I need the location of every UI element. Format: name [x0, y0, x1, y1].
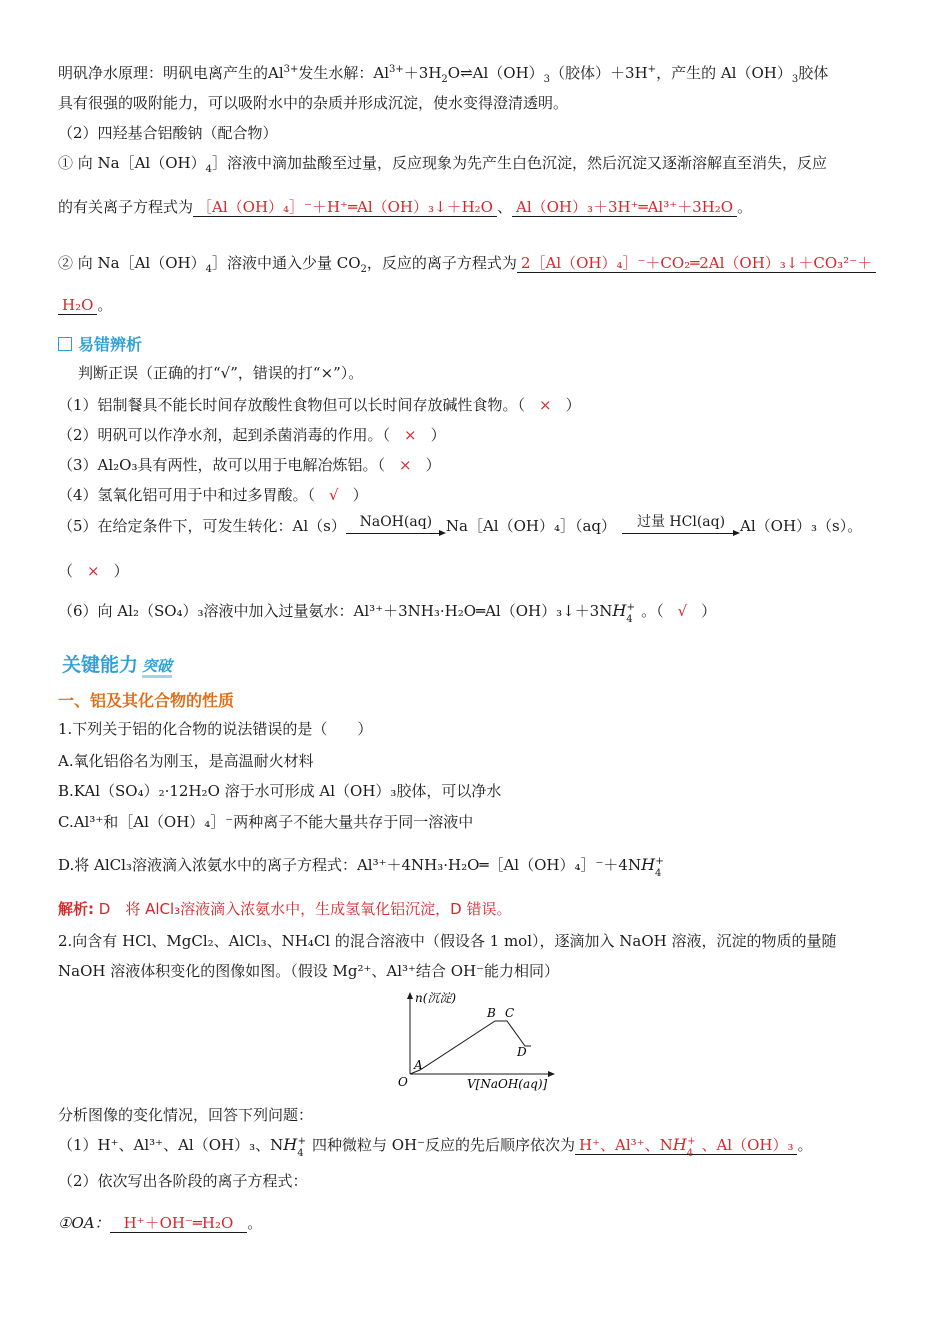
mistake-item-3: （3）Al₂O₃具有两性，故可以用于电解冶炼铝。（ × ） — [58, 456, 441, 474]
mistake-heading: 易错辨析 — [58, 332, 142, 355]
graph-point-d: D — [517, 1045, 527, 1059]
q1-option-c: C.Al³⁺和［Al（OH）₄］⁻两种离子不能大量共存于同一溶液中 — [58, 813, 474, 831]
item1-line1: ① 向 $Na[Al(OH)_4]$溶液中滴加盐酸至过量，反应现象为先产生白色沉淀，然后沉淀又逐渐溶解直至消失，反应 — [58, 154, 828, 175]
q2-part2: （2）依次写出各阶段的离子方程式： — [58, 1172, 308, 1190]
item2-answer1: 2［Al（OH）₄］⁻＋CO₂═2Al（OH）₃↓＋CO₃²⁻＋ — [517, 254, 876, 273]
q2-part1: （1）H⁺、Al³⁺、Al（OH）₃、$NH_4^+$ 四种微粒与 OH⁻反应的先后顺序依次为 H⁺、Al³⁺、$NH_4^+$ 、Al（OH）₃ 。 — [58, 1135, 813, 1159]
item1-answer2: Al（OH）₃＋3H⁺═Al³⁺＋3H₂O — [512, 198, 737, 217]
mistake-item-1: （1）铝制餐具不能长时间存放酸性食物但可以长时间存放碱性食物。（ × ） — [58, 396, 581, 414]
mistake-item-2: （2）明矾可以作净水剂，起到杀菌消毒的作用。（ × ） — [58, 426, 446, 444]
q2-oa: ①OA： H⁺＋OH⁻═H₂O 。 — [58, 1214, 263, 1232]
alum-principle-line2: 具有很强的吸附能力，可以吸附水中的杂质并形成沉淀，使水变得澄清透明。 — [58, 94, 569, 112]
q2-prompt: 分析图像的变化情况，回答下列问题： — [58, 1106, 314, 1124]
q2-stem-line2: NaOH 溶液体积变化的图像如图。（假设 Mg²⁺、Al³⁺结合 OH⁻能力相同） — [58, 962, 560, 980]
mistake-item-4: （4）氢氧化铝可用于中和过多胃酸。（ √ ） — [58, 486, 368, 504]
item2-answer2: H₂O — [58, 296, 97, 315]
section-2-title: （2）四羟基合铝酸钠（配合物） — [58, 124, 278, 142]
item2-line1: ② 向 $Na[Al(OH)_4]$溶液中通入少量 $CO_2$，反应的离子方程式为 2［Al（OH）₄］⁻＋CO₂═2Al（OH）₃↓＋CO₃²⁻＋ — [58, 252, 876, 274]
key-ability-heading: 关键能力 突破 — [62, 654, 173, 676]
item1-line2: 的有关离子方程式为 ［Al（OH）₄］⁻＋H⁺═Al（OH）₃↓＋H₂O 、 Al（OH）₃＋3H⁺═Al³⁺＋3H₂O 。 — [58, 198, 753, 216]
q1-stem: 1.下列关于铝的化合物的说法错误的是（ ） — [58, 720, 373, 738]
mistake-item-5-answer: （ × ） — [58, 562, 129, 580]
q1-analysis: 解析: D 将 AlCl₃溶液滴入浓氨水中，生成氢氧化铝沉淀，D 错误。 — [58, 900, 512, 918]
arrow-naoh: NaOH(aq) — [346, 514, 446, 538]
mistake-item-5: （5）在给定条件下，可发生转化：Al（s） NaOH(aq) Na［Al（OH）₄］（aq） 过量 HCl(aq) Al（OH）₃（s）。 — [58, 514, 862, 538]
graph-xlabel: V[NaOH(aq)] — [467, 1077, 548, 1091]
q1-option-a: A.氧化铝俗名为刚玉，是高温耐火材料 — [58, 752, 314, 770]
item2-line2: H₂O 。 — [58, 294, 112, 316]
q2-oa-answer: H⁺＋OH⁻═H₂O — [110, 1214, 248, 1233]
graph-origin: O — [398, 1075, 408, 1089]
graph-ylabel: n(沉淀) — [415, 991, 457, 1005]
q1-option-d: D.将 AlCl₃溶液滴入浓氨水中的离子方程式：$Al^{3+}+4NH_3\cdot H_2O═[Al(OH)_4]^-+4NH_4^+$ — [58, 855, 664, 879]
graph-point-a: A — [414, 1058, 423, 1072]
mistake-intro: 判断正误（正确的打“√”，错误的打“×”）。 — [78, 364, 364, 382]
q1-option-b: B.KAl（SO₄）₂·12H₂O 溶于水可形成 Al（OH）₃胶体，可以净水 — [58, 782, 502, 800]
q2-stem-line1: 2.向含有 HCl、MgCl₂、AlCl₃、NH₄Cl 的混合溶液中（假设各 1 mol），逐滴加入 NaOH 溶液，沉淀的物质的量随 — [58, 932, 837, 950]
section-1-title: 一、铝及其化合物的性质 — [58, 691, 235, 710]
arrow-hcl: 过量 HCl(aq) — [622, 514, 740, 538]
precipitate-graph — [395, 990, 555, 1090]
item1-answer1: ［Al（OH）₄］⁻＋H⁺═Al（OH）₃↓＋H₂O — [193, 198, 497, 217]
mistake-item-6: （6）向 Al₂（SO₄）₃溶液中加入过量氨水：$Al^{3+}+3NH_3\cdot H_2O═Al(OH)_3↓+3NH_4^+$ 。（ √ ） — [58, 601, 717, 625]
checkbox-square-icon — [58, 337, 72, 351]
graph-point-b: B — [487, 1006, 496, 1020]
graph-point-c: C — [505, 1006, 515, 1020]
alum-principle-line1: 明矾净水原理：明矾电离产生的$Al^{3+}$发生水解：$Al^{3+}+3H_2O\rightleftharpoons Al(OH)_3$（胶体）＋3H+，产生的 $Al(OH)_3$胶体 — [58, 64, 829, 85]
q2-part1-answer: H⁺、Al³⁺、$NH_4^+$ 、Al（OH）₃ — [575, 1136, 797, 1155]
